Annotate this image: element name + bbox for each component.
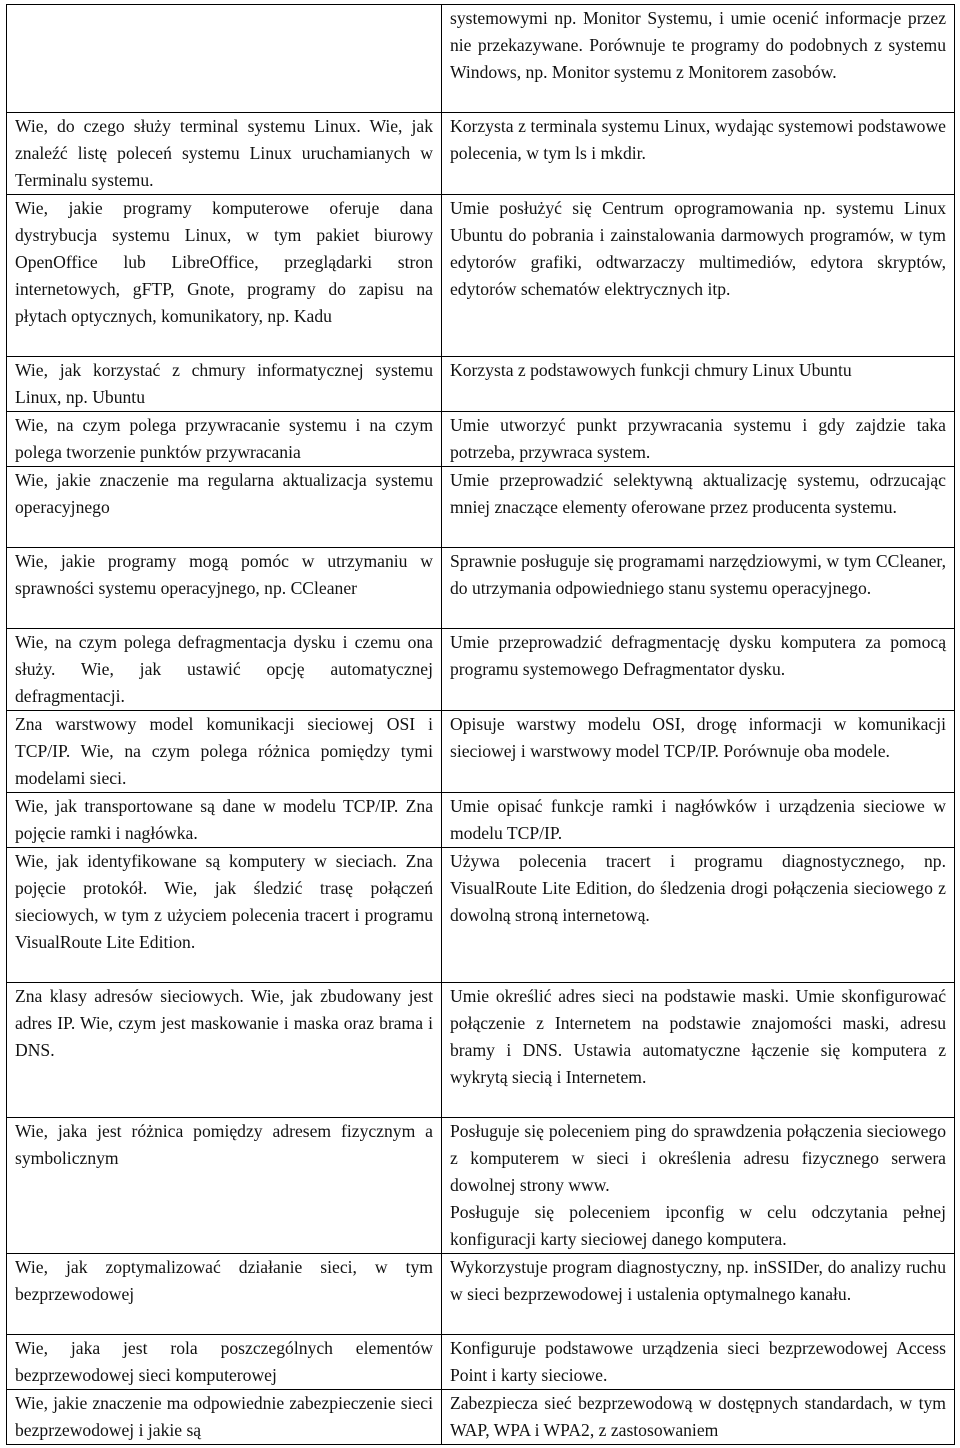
skill-text: Sprawnie posługuje się programami narzędziowymi, w tym CCleaner, do utrzymania odpowiedniego stanu systemu operacyjnego.	[450, 551, 946, 598]
skill-cell	[442, 113, 955, 195]
skill-cell	[442, 412, 955, 467]
knowledge-text: Zna warstwowy model komunikacji sieciowej OSI i TCP/IP. Wie, na czym polega różnica pomiędzy tymi modelami sieci.	[15, 714, 433, 788]
table-row	[7, 1118, 955, 1254]
skill-cell	[442, 195, 955, 357]
table-row	[7, 711, 955, 793]
knowledge-text: Wie, jakie znaczenie ma odpowiednie zabezpieczenie sieci bezprzewodowej i jakie są	[15, 1393, 433, 1440]
knowledge-cell	[7, 711, 442, 793]
skill-cell	[442, 357, 955, 412]
skill-text-extra: Posługuje się poleceniem ipconfig w celu odczytania pełnej konfiguracji karty sieciowej danego komputera.	[450, 1202, 946, 1249]
skill-text: Umie przeprowadzić defragmentację dysku komputera za pomocą programu systemowego Defragmentator dysku.	[450, 632, 946, 679]
knowledge-text: Wie, jakie programy komputerowe oferuje dana dystrybucja systemu Linux, w tym pakiet biurowy OpenOffice lub LibreOffice, przeglądarki stron internetowych, gFTP, Gnote, programy do zapisu na płytach optycznych, komunikatory, np. Kadu	[15, 198, 433, 326]
knowledge-cell	[7, 1118, 442, 1254]
knowledge-text: Wie, jaka jest rola poszczególnych elementów bezprzewodowej sieci komputerowej	[15, 1338, 433, 1385]
knowledge-cell	[7, 548, 442, 629]
knowledge-cell	[7, 983, 442, 1118]
skill-text: Umie posłużyć się Centrum oprogramowania np. systemu Linux Ubuntu do pobrania i zainstalowania darmowych programów, w tym edytorów grafiki, odtwarzaczy multimediów, edytora skryptów, edytorów schematów elektrycznych itp.	[450, 198, 946, 299]
table-row	[7, 113, 955, 195]
knowledge-text: Wie, jakie programy mogą pomóc w utrzymaniu w sprawności systemu operacyjnego, np. CCleaner	[15, 551, 433, 598]
skill-text: Wykorzystuje program diagnostyczny, np. inSSIDer, do analizy ruchu w sieci bezprzewodowej i ustalenia optymalnego kanału.	[450, 1257, 946, 1304]
skill-cell	[442, 548, 955, 629]
table-row	[7, 629, 955, 711]
knowledge-text: Wie, na czym polega przywracanie systemu i na czym polega tworzenie punktów przywracania	[15, 415, 433, 462]
table-row	[7, 848, 955, 983]
skill-text: Posługuje się poleceniem ping do sprawdzenia połączenia sieciowego z komputerem w sieci i określenia adresu fizycznego serwera dowolnej strony www.	[450, 1121, 946, 1195]
table-row	[7, 1254, 955, 1335]
knowledge-cell	[7, 195, 442, 357]
skill-text: Opisuje warstwy modelu OSI, drogę informacji w komunikacji sieciowej i warstwowy model TCP/IP. Porównuje oba modele.	[450, 714, 946, 761]
skill-cell	[442, 1254, 955, 1335]
skill-cell	[442, 711, 955, 793]
table-row	[7, 357, 955, 412]
skill-cell	[442, 1335, 955, 1390]
skill-text: Umie opisać funkcje ramki i nagłówków i urządzenia sieciowe w modelu TCP/IP.	[450, 796, 946, 843]
table-row	[7, 412, 955, 467]
table-row	[7, 1335, 955, 1390]
knowledge-text: Wie, jakie znaczenie ma regularna aktualizacja systemu operacyjnego	[15, 470, 433, 517]
knowledge-cell	[7, 5, 442, 113]
skill-text: Zabezpiecza sieć bezprzewodową w dostępnych standardach, w tym WAP, WPA i WPA2, z zastosowaniem	[450, 1393, 946, 1440]
knowledge-cell	[7, 467, 442, 548]
skill-cell	[442, 1390, 955, 1445]
table-row	[7, 548, 955, 629]
skill-text: Umie przeprowadzić selektywną aktualizację systemu, odrzucając mniej znaczące elementy oferowane przez producenta systemu.	[450, 470, 946, 517]
knowledge-text: Wie, jak transportowane są dane w modelu TCP/IP. Zna pojęcie ramki i nagłówka.	[15, 796, 433, 843]
knowledge-cell	[7, 848, 442, 983]
knowledge-text: Wie, jak korzystać z chmury informatycznej systemu Linux, np. Ubuntu	[15, 360, 433, 407]
knowledge-text: Wie, jak zoptymalizować działanie sieci, w tym bezprzewodowej	[15, 1257, 433, 1304]
knowledge-cell	[7, 1335, 442, 1390]
knowledge-cell	[7, 412, 442, 467]
knowledge-cell	[7, 357, 442, 412]
skill-text: Korzysta z podstawowych funkcji chmury Linux Ubuntu	[450, 360, 852, 380]
skill-text: Umie utworzyć punkt przywracania systemu i gdy zajdzie taka potrzeba, przywraca system.	[450, 415, 946, 462]
skill-text: Konfiguruje podstawowe urządzenia sieci bezprzewodowej Access Point i karty sieciowe.	[450, 1338, 946, 1385]
table-row	[7, 793, 955, 848]
skill-text: Używa polecenia tracert i programu diagnostycznego, np. VisualRoute Lite Edition, do śledzenia drogi połączenia sieciowego z dowolną stroną internetową.	[450, 851, 946, 925]
knowledge-text: Wie, do czego służy terminal systemu Linux. Wie, jak znaleźć listę poleceń systemu Linux uruchamianych w Terminalu systemu.	[15, 116, 433, 190]
requirements-table	[6, 4, 955, 1445]
table-row	[7, 1390, 955, 1445]
skill-cell	[442, 5, 955, 113]
skill-text: systemowymi np. Monitor Systemu, i umie ocenić informacje przez nie przekazywane. Porównuje te programy do podobnych z systemu Windows, np. Monitor systemu z Monitorem zasobów.	[450, 8, 946, 82]
skill-cell	[442, 629, 955, 711]
knowledge-cell	[7, 1254, 442, 1335]
knowledge-text: Wie, jaka jest różnica pomiędzy adresem fizycznym a symbolicznym	[15, 1121, 433, 1168]
table-row	[7, 195, 955, 357]
skill-cell	[442, 793, 955, 848]
knowledge-cell	[7, 793, 442, 848]
knowledge-text: Zna klasy adresów sieciowych. Wie, jak zbudowany jest adres IP. Wie, czym jest maskowanie i maska oraz brama i DNS.	[15, 986, 433, 1060]
skill-cell	[442, 467, 955, 548]
knowledge-cell	[7, 113, 442, 195]
knowledge-cell	[7, 629, 442, 711]
knowledge-text: Wie, na czym polega defragmentacja dysku i czemu ona służy. Wie, jak ustawić opcję automatycznej defragmentacji.	[15, 632, 433, 706]
knowledge-text: Wie, jak identyfikowane są komputery w sieciach. Zna pojęcie protokół. Wie, jak śledzić trasę połączeń sieciowych, w tym z użyciem polecenia tracert i programu VisualRoute Lite Edition.	[15, 851, 433, 952]
table-row	[7, 983, 955, 1118]
skill-cell	[442, 1118, 955, 1254]
knowledge-cell	[7, 1390, 442, 1445]
table-row	[7, 5, 955, 113]
table-row	[7, 467, 955, 548]
skill-cell	[442, 848, 955, 983]
skill-text: Korzysta z terminala systemu Linux, wydając systemowi podstawowe polecenia, w tym ls i mkdir.	[450, 116, 946, 163]
skill-text: Umie określić adres sieci na podstawie maski. Umie skonfigurować połączenie z Internetem na podstawie znajomości maski, adresu bramy i DNS. Ustawia automatyczne łączenie się komputera z wykrytą siecią i Internetem.	[450, 986, 946, 1087]
skill-cell	[442, 983, 955, 1118]
